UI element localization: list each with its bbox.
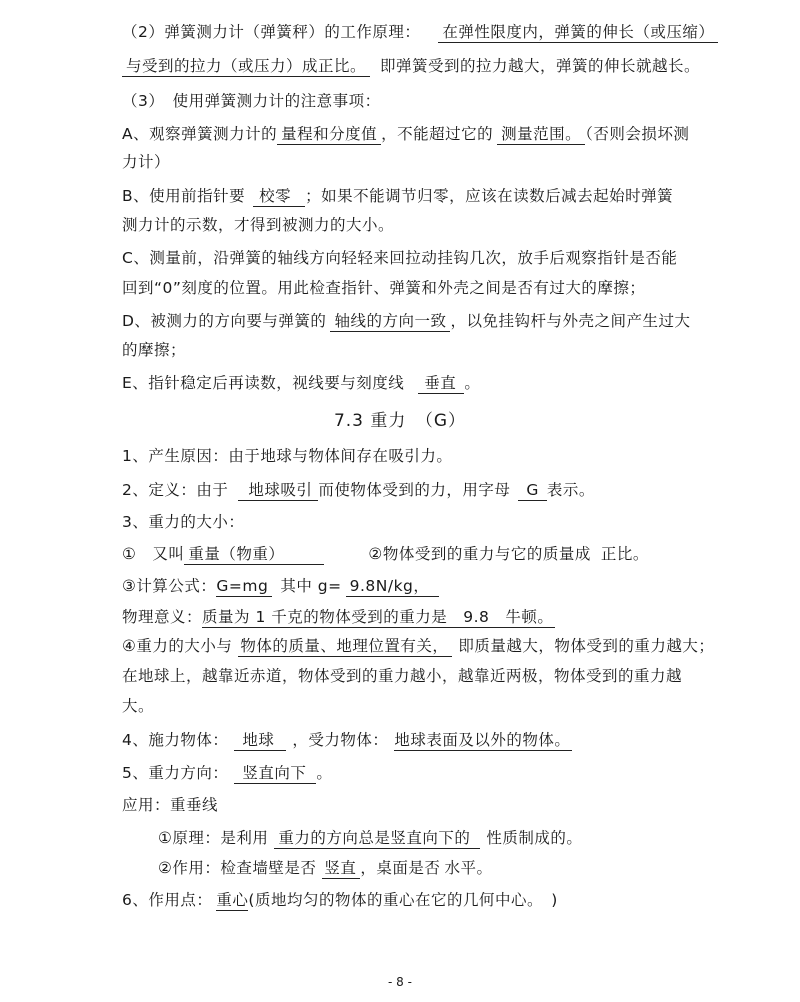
note-e-suffix: 。 xyxy=(464,374,481,392)
gravity-proportion-text: ②物体受到的重力与它的质量成 xyxy=(368,545,591,563)
plumb-principle-suffix: 性质制成的。 xyxy=(486,829,583,847)
gravity-formula-prefix: ③计算公式： xyxy=(122,577,217,595)
plumb-horizontal-answer: 水平。 xyxy=(444,859,493,877)
gravity-center-blank: 重心 xyxy=(216,891,249,909)
gravity-definition-blank-1: 地球吸引 xyxy=(238,481,318,501)
spring-notes-title: （3） 使用弹簧测力计的注意事项： xyxy=(122,92,381,110)
note-a-suffix: （否则会损坏测 xyxy=(585,125,690,143)
plumb-principle-blank: 重力的方向总是竖直向下的 xyxy=(274,829,480,849)
plumb-vertical-blank: 竖直 xyxy=(322,859,360,879)
gravity-alias-prefix: ① 又叫 xyxy=(122,545,185,563)
note-d-line-1 xyxy=(122,311,690,331)
gravity-alias-blank: 重量（物重） xyxy=(184,545,324,565)
gravity-objects-line xyxy=(122,730,572,750)
note-b-line-2: 测力计的示数，才得到被测力的大小。 xyxy=(122,216,395,234)
note-a-blank-1: 量程和分度值 xyxy=(277,125,381,145)
plumb-usage-line xyxy=(158,858,492,878)
gravity-direction-suffix: 。 xyxy=(316,764,333,782)
gravity-receiver-blank: 地球表面及以外的物体。 xyxy=(394,731,571,749)
gravity-center-prefix: 6、作用点： xyxy=(122,891,213,909)
gravity-factors-suffix: 即质量越大，物体受到的重力越大； xyxy=(458,637,715,655)
note-a-line-2: 力计） xyxy=(122,153,171,171)
gravity-magnitude-title: 3、重力的大小： xyxy=(122,513,245,531)
note-a-line-1 xyxy=(122,124,689,144)
gravity-objects-middle: ，受力物体： xyxy=(292,731,389,749)
gravity-meaning-line xyxy=(122,607,555,627)
gravity-cause: 1、产生原因：由于地球与物体间存在吸引力。 xyxy=(122,447,453,465)
note-c-line-2: 回到“0”刻度的位置。用此检查指针、弹簧和外壳之间是否有过大的摩擦； xyxy=(122,279,646,297)
gravity-objects-prefix: 4、施力物体： xyxy=(122,731,229,749)
plumb-principle-prefix: ①原理：是利用 xyxy=(158,829,269,847)
gravity-factors-line-2: 在地球上，越靠近赤道，物体受到的重力越小，越靠近两极，物体受到的重力越 xyxy=(122,667,683,685)
plumb-usage-prefix: ②作用：检查墙壁是否 xyxy=(158,859,317,877)
note-e-blank: 垂直 xyxy=(418,374,464,394)
spring-principle-blank-2: 与受到的拉力（或压力）成正比。 xyxy=(122,57,370,77)
gravity-center-suffix: (质地均匀的物体的重心在它的几何中心。 ) xyxy=(248,891,558,909)
gravity-factors-prefix: ④重力的大小与 xyxy=(122,637,233,655)
gravity-center-line xyxy=(122,890,558,910)
note-d-blank: 轴线的方向一致 xyxy=(330,312,450,332)
gravity-meaning-blank: 质量为 1 千克的物体受到的重力是 9.8 牛顿。 xyxy=(202,608,554,626)
spring-principle-rest: 即弹簧受到的拉力越大，弹簧的伸长就越长。 xyxy=(380,57,701,75)
gravity-formula-middle: 其中 g= xyxy=(280,577,342,595)
gravity-factors-blank: 物体的质量、地理位置有关， xyxy=(238,637,452,657)
gravity-formula-blank: G=mg xyxy=(216,577,272,597)
gravity-exerter-blank: 地球 xyxy=(234,731,286,751)
note-d-suffix: ，以免挂钩杆与外壳之间产生过大 xyxy=(450,312,691,330)
spring-principle-line-1 xyxy=(122,22,718,42)
plumb-line-title: 应用：重垂线 xyxy=(122,796,219,814)
gravity-formula-line xyxy=(122,576,439,596)
plumb-usage-middle: ，桌面是否 xyxy=(360,859,441,877)
gravity-definition xyxy=(122,480,595,500)
spring-principle-blank-1: 在弹性限度内，弹簧的伸长（或压缩） xyxy=(438,23,718,43)
section-heading-gravity: 7.3 重力 （G） xyxy=(333,411,467,431)
gravity-constant-blank: 9.8N/kg， xyxy=(346,577,440,597)
note-a-prefix: A、观察弹簧测力计的 xyxy=(122,125,278,143)
note-a-middle: ，不能超过它的 xyxy=(381,125,494,143)
plumb-principle-line xyxy=(158,828,582,848)
note-b-line-1 xyxy=(122,186,673,206)
gravity-definition-prefix: 2、定义：由于 xyxy=(122,481,229,499)
gravity-direction-blank: 竖直向下 xyxy=(234,764,316,784)
gravity-direction-prefix: 5、重力方向： xyxy=(122,764,229,782)
note-b-blank: 校零 xyxy=(253,187,305,207)
note-d-prefix: D、被测力的方向要与弹簧的 xyxy=(122,312,327,330)
gravity-factors-line-3: 大。 xyxy=(122,697,155,715)
note-b-prefix: B、使用前指针要 xyxy=(122,187,246,205)
gravity-definition-suffix: 表示。 xyxy=(546,481,595,499)
note-e-prefix: E、指针稳定后再读数，视线要与刻度线 xyxy=(122,374,405,392)
spring-principle-line-2 xyxy=(122,56,700,76)
gravity-definition-middle: 而使物体受到的力，用字母 xyxy=(318,481,511,499)
note-d-line-2: 的摩擦； xyxy=(122,341,187,359)
note-a-blank-2: 测量范围。 xyxy=(497,125,585,145)
gravity-magnitude-line-1 xyxy=(122,544,649,564)
gravity-direction-line xyxy=(122,763,332,783)
note-c-line-1: C、测量前，沿弹簧的轴线方向轻轻来回拉动挂钩几次，放手后观察指针是否能 xyxy=(122,249,678,267)
spring-principle-prefix: （2）弹簧测力计（弹簧秤）的工作原理： xyxy=(122,23,421,41)
gravity-proportion-answer: 正比。 xyxy=(600,545,649,563)
gravity-definition-blank-2: G xyxy=(518,481,547,501)
note-e-line xyxy=(122,373,480,393)
gravity-factors-line-1 xyxy=(122,636,714,656)
gravity-meaning-prefix: 物理意义： xyxy=(122,608,203,626)
page-number: - 8 - xyxy=(388,975,412,989)
note-b-suffix: ；如果不能调节归零，应该在读数后减去起始时弹簧 xyxy=(305,187,674,205)
